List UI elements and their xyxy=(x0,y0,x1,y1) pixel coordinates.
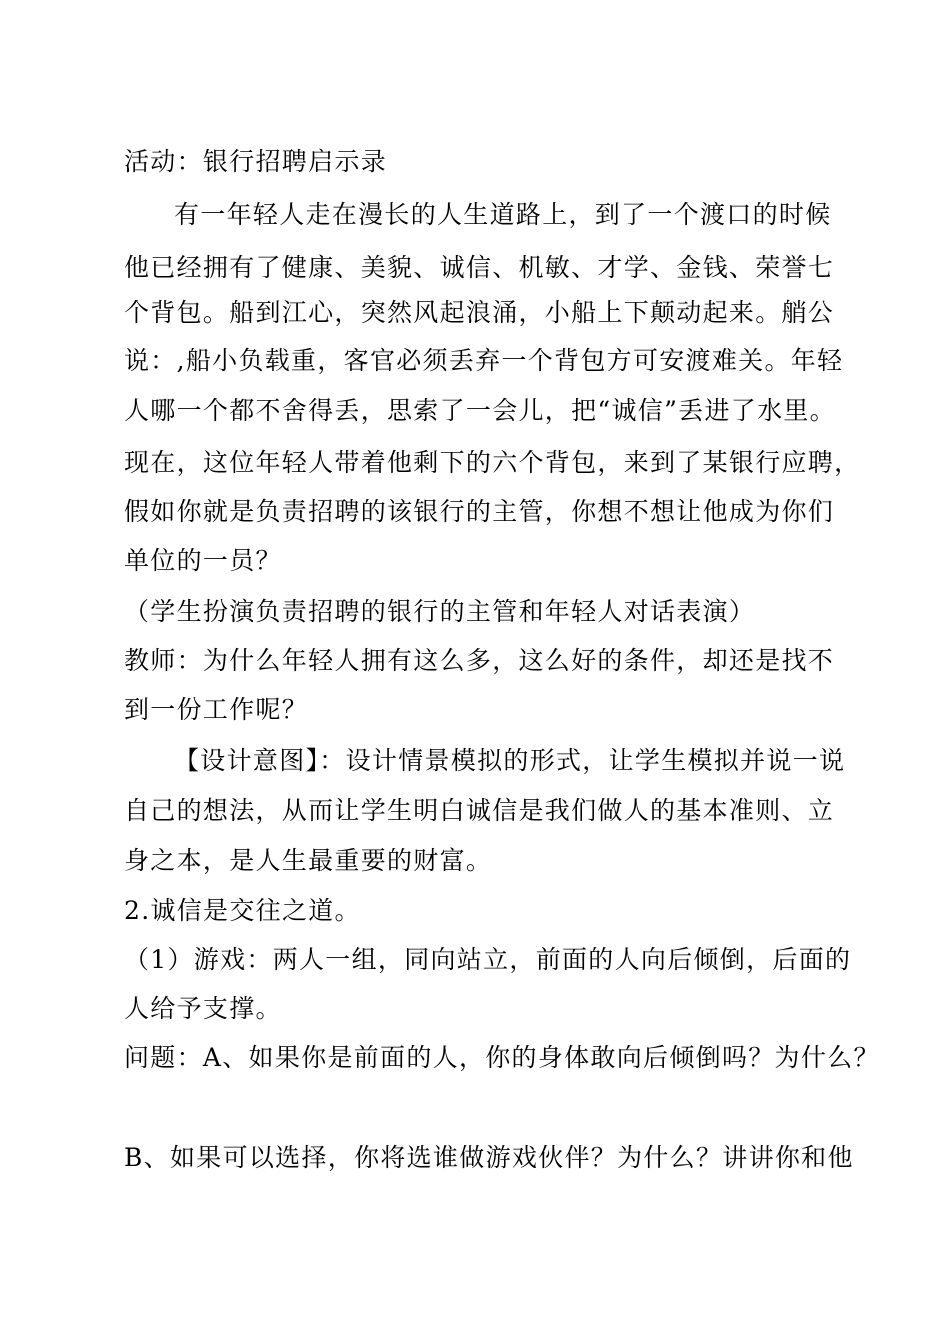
paragraph-line: 假如你就是负责招聘的该银行的主管，你想不想让他成为你们 xyxy=(124,497,835,526)
activity-title: 活动：银行招聘启示录 xyxy=(124,147,388,176)
paragraph-line: 有一年轻人走在漫长的人生道路上，到了一个渡口的时候 xyxy=(174,200,832,229)
paragraph-line: 教师：为什么年轻人拥有这么多，这么好的条件，却还是找不 xyxy=(124,646,835,675)
paragraph-line: （1）游戏：两人一组，同向站立，前面的人向后倾倒，后面的 xyxy=(124,945,852,974)
paragraph-line: 人给予支撑。 xyxy=(124,994,282,1023)
paragraph-line: 身之本，是人生最重要的财富。 xyxy=(124,846,493,875)
paragraph-line: （学生扮演负责招聘的银行的主管和年轻人对话表演） xyxy=(124,597,756,626)
paragraph-line: 单位的一员？ xyxy=(124,546,282,575)
question-line: B、如果可以选择，你将选谁做游戏伙伴？为什么？讲讲你和他 xyxy=(124,1143,854,1172)
paragraph-line: 【设计意图】：设计情景模拟的形式，让学生模拟并说一说 xyxy=(174,746,846,775)
question-line: 问题：A、如果你是前面的人，你的身体敢向后倾倒吗？为什么？ xyxy=(124,1043,880,1072)
paragraph-line: 人哪一个都不舍得丢，思索了一会儿，把“诚信”丢进了水里。 xyxy=(124,396,836,425)
paragraph-line: 个背包。船到江心，突然风起浪涌，小船上下颠动起来。艄公 xyxy=(124,298,835,327)
paragraph-line: 自己的想法，从而让学生明白诚信是我们做人的基本准则、立 xyxy=(124,796,835,825)
paragraph-line: 说：,船小负载重，客官必须丢弃一个背包方可安渡难关。年轻 xyxy=(124,346,844,375)
paragraph-line: 到一份工作呢？ xyxy=(124,695,309,724)
paragraph-line: 现在，这位年轻人带着他剩下的六个背包，来到了某银行应聘， xyxy=(124,448,861,477)
section-heading: 2.诚信是交往之道。 xyxy=(124,896,361,925)
paragraph-line: 他已经拥有了健康、美貌、诚信、机敏、才学、金钱、荣誉七 xyxy=(124,253,835,282)
